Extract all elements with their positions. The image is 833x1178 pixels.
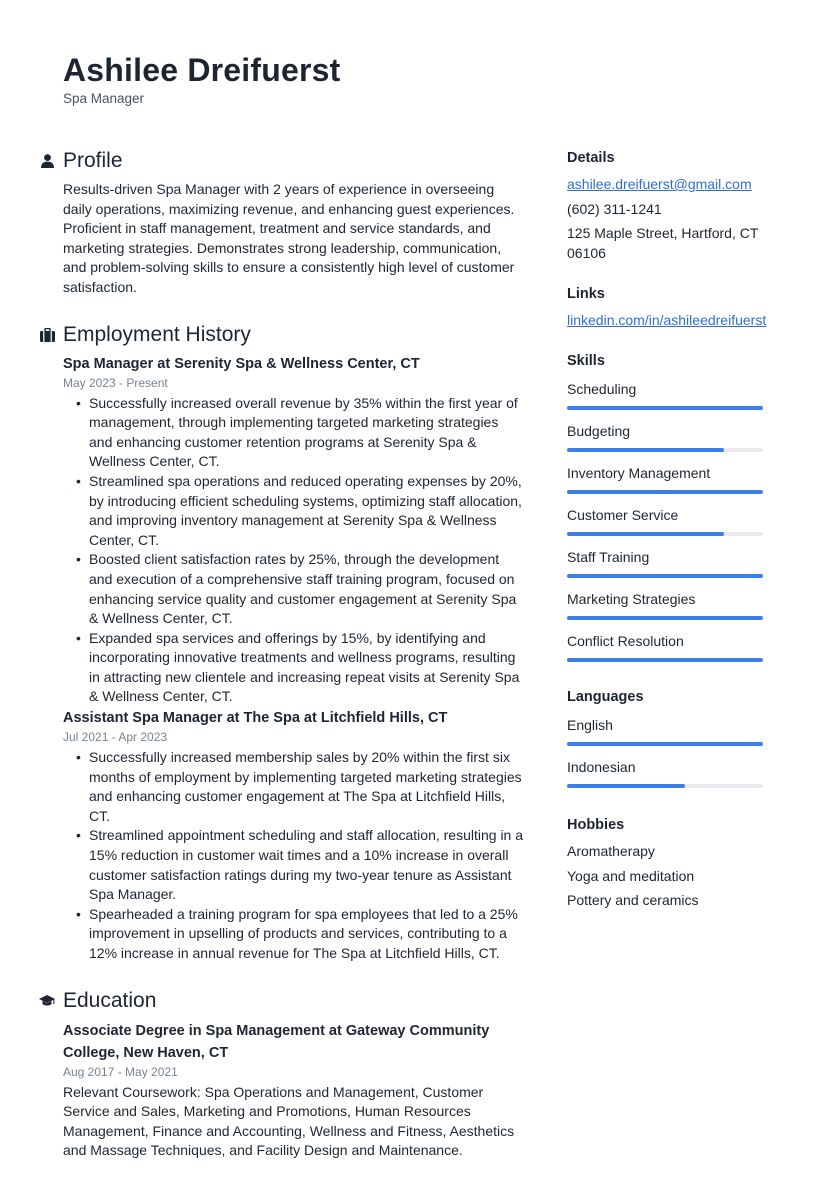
- profile-summary: Results-driven Spa Manager with 2 years of experience in overseeing daily operations, maximizing revenue, and enhancing guest experiences. Proficient in staff management, treatment and service standards, and marketing strategies. Demonstrates strong leadership, communication, and problem-solving skills to ensure a consistently high level of customer satisfaction.: [63, 181, 515, 295]
- skills-section: [567, 349, 777, 667]
- job-bullet: • Spearheaded a training program for spa employees that led to a 25% improvement in upselling of products and services, contributing to a 12% increase in annual revenue for The Spa at Litchfield Hills, CT.: [89, 905, 523, 964]
- skill-item-label: Budgeting: [567, 422, 631, 439]
- language-item-label: English: [567, 716, 613, 733]
- degree-title: Associate Degree in Spa Management at Gateway Community College, New Haven, CT: [63, 1022, 490, 1061]
- language-item: [567, 713, 777, 751]
- skill-item-level-bar: [567, 532, 763, 536]
- skill-item-level-fill: [567, 490, 763, 494]
- language-item-level-fill: [567, 784, 685, 788]
- language-item-level-bar: [567, 784, 763, 788]
- email-link[interactable]: ashilee.dreifuerst@gmail.com: [567, 176, 752, 192]
- skill-item-label: Inventory Management: [567, 464, 711, 481]
- links-section: [567, 282, 777, 331]
- links-heading: Links: [567, 286, 605, 303]
- job-title: Spa Manager at Serenity Spa & Wellness Center, CT: [63, 355, 420, 372]
- skill-item: [567, 629, 777, 667]
- job-bullets: [63, 748, 523, 964]
- language-item: [567, 755, 777, 793]
- skill-item-level-fill: [567, 448, 724, 452]
- skill-item: [567, 377, 777, 415]
- skill-item-level-bar: [567, 616, 763, 620]
- phone-number: (602) 311-1241: [567, 200, 662, 217]
- hobby-item: Aromatherapy: [567, 842, 655, 859]
- language-item-level-fill: [567, 742, 763, 746]
- language-item-level-bar: [567, 742, 763, 746]
- languages-section: [567, 685, 777, 793]
- skill-item: [567, 587, 777, 625]
- skill-item-level-bar: [567, 490, 763, 494]
- briefcase-icon: [39, 327, 55, 343]
- education-dates: Aug 2017 - May 2021: [63, 1064, 178, 1079]
- job-bullets: [63, 394, 523, 708]
- skill-item-level-fill: [567, 616, 763, 620]
- main-column: [63, 146, 523, 1161]
- graduation-cap-icon: [39, 993, 55, 1009]
- job-bullet: • Successfully increased membership sales by 20% within the first six months of employment by implementing targeted marketing strategies and enhancing customer engagement at The Spa at Litchfield Hills, CT.: [89, 748, 523, 826]
- employment-section: [63, 320, 523, 964]
- employment-heading: Employment History: [63, 322, 251, 346]
- education-heading: Education: [63, 988, 157, 1012]
- details-heading: Details: [567, 150, 615, 166]
- skill-item-level-fill: [567, 658, 763, 662]
- sidebar: [567, 146, 777, 911]
- skill-item-label: Marketing Strategies: [567, 590, 696, 607]
- skill-item-level-fill: [567, 532, 724, 536]
- skill-item-level-fill: [567, 574, 763, 578]
- address: 125 Maple Street, Hartford, CT 06106: [567, 225, 759, 261]
- skill-item: [567, 545, 777, 583]
- job-dates: May 2023 - Present: [63, 375, 168, 390]
- skill-item-level-bar: [567, 406, 763, 410]
- skill-item-level-bar: [567, 448, 763, 452]
- job-entry: [63, 708, 523, 964]
- skill-item-level-bar: [567, 574, 763, 578]
- candidate-name: Ashilee Dreifuerst: [63, 52, 341, 88]
- hobbies-section: [567, 813, 777, 911]
- job-dates: Jul 2021 - Apr 2023: [63, 730, 168, 745]
- job-bullet: • Streamlined appointment scheduling and staff allocation, resulting in a 15% reduction in customer wait times and a 10% increase in overall customer satisfaction ratings during my two-year tenure as Assistant Spa Manager.: [89, 826, 523, 904]
- job-bullet: • Boosted client satisfaction rates by 25%, through the development and execution of a comprehensive staff training program, focused on enhancing service quality and customer engagement at Serenity Spa & Wellness Center, CT.: [89, 550, 523, 628]
- languages-heading: Languages: [567, 688, 644, 705]
- job-title: Assistant Spa Manager at The Spa at Litchfield Hills, CT: [63, 710, 448, 727]
- language-item-label: Indonesian: [567, 758, 636, 775]
- resume-header: [63, 50, 340, 106]
- skills-heading: Skills: [567, 352, 605, 369]
- education-section: [63, 986, 523, 1161]
- skill-item-level-fill: [567, 406, 763, 410]
- person-icon: [39, 153, 55, 169]
- skill-item: [567, 503, 777, 541]
- details-section: [567, 146, 777, 263]
- candidate-title: Spa Manager: [63, 91, 145, 106]
- hobby-item: Pottery and ceramics: [567, 892, 699, 909]
- education-coursework: Relevant Coursework: Spa Operations and Management, Customer Service and Sales, Marketing and Promotions, Human Resources Management, Finance and Accounting, Wellness and Fitness, Aesthetics and Massage Techniques, and Facility Design and Maintenance.: [63, 1083, 515, 1159]
- skill-item-label: Customer Service: [567, 506, 679, 523]
- profile-heading: Profile: [63, 149, 123, 172]
- skill-item: [567, 461, 777, 499]
- skill-item-label: Staff Training: [567, 548, 650, 565]
- hobby-item: Yoga and meditation: [567, 867, 695, 884]
- job-entry: [63, 354, 523, 708]
- skill-item-label: Scheduling: [567, 380, 637, 397]
- hobbies-heading: Hobbies: [567, 816, 625, 833]
- skill-item-label: Conflict Resolution: [567, 632, 684, 649]
- job-bullet: • Streamlined spa operations and reduced operating expenses by 20%, by introducing efficient scheduling systems, optimizing staff allocation, and improving inventory management at Serenity Spa & Wellness Center, CT.: [89, 472, 523, 550]
- linkedin-link[interactable]: linkedin.com/in/ashileedreifuerst: [567, 312, 767, 329]
- job-bullet: • Expanded spa services and offerings by 15%, by identifying and incorporating innovative treatments and wellness programs, resulting in attracting new clientele and increasing repeat visits at Serenity Spa & Wellness Center, CT.: [89, 629, 523, 707]
- skill-item: [567, 419, 777, 457]
- profile-section: [63, 146, 523, 298]
- skill-item-level-bar: [567, 658, 763, 662]
- job-bullet: • Successfully increased overall revenue by 35% within the first year of management, through implementing targeted marketing strategies and enhancing customer retention programs at Serenity Spa & Wellness Center, CT.: [89, 394, 523, 472]
